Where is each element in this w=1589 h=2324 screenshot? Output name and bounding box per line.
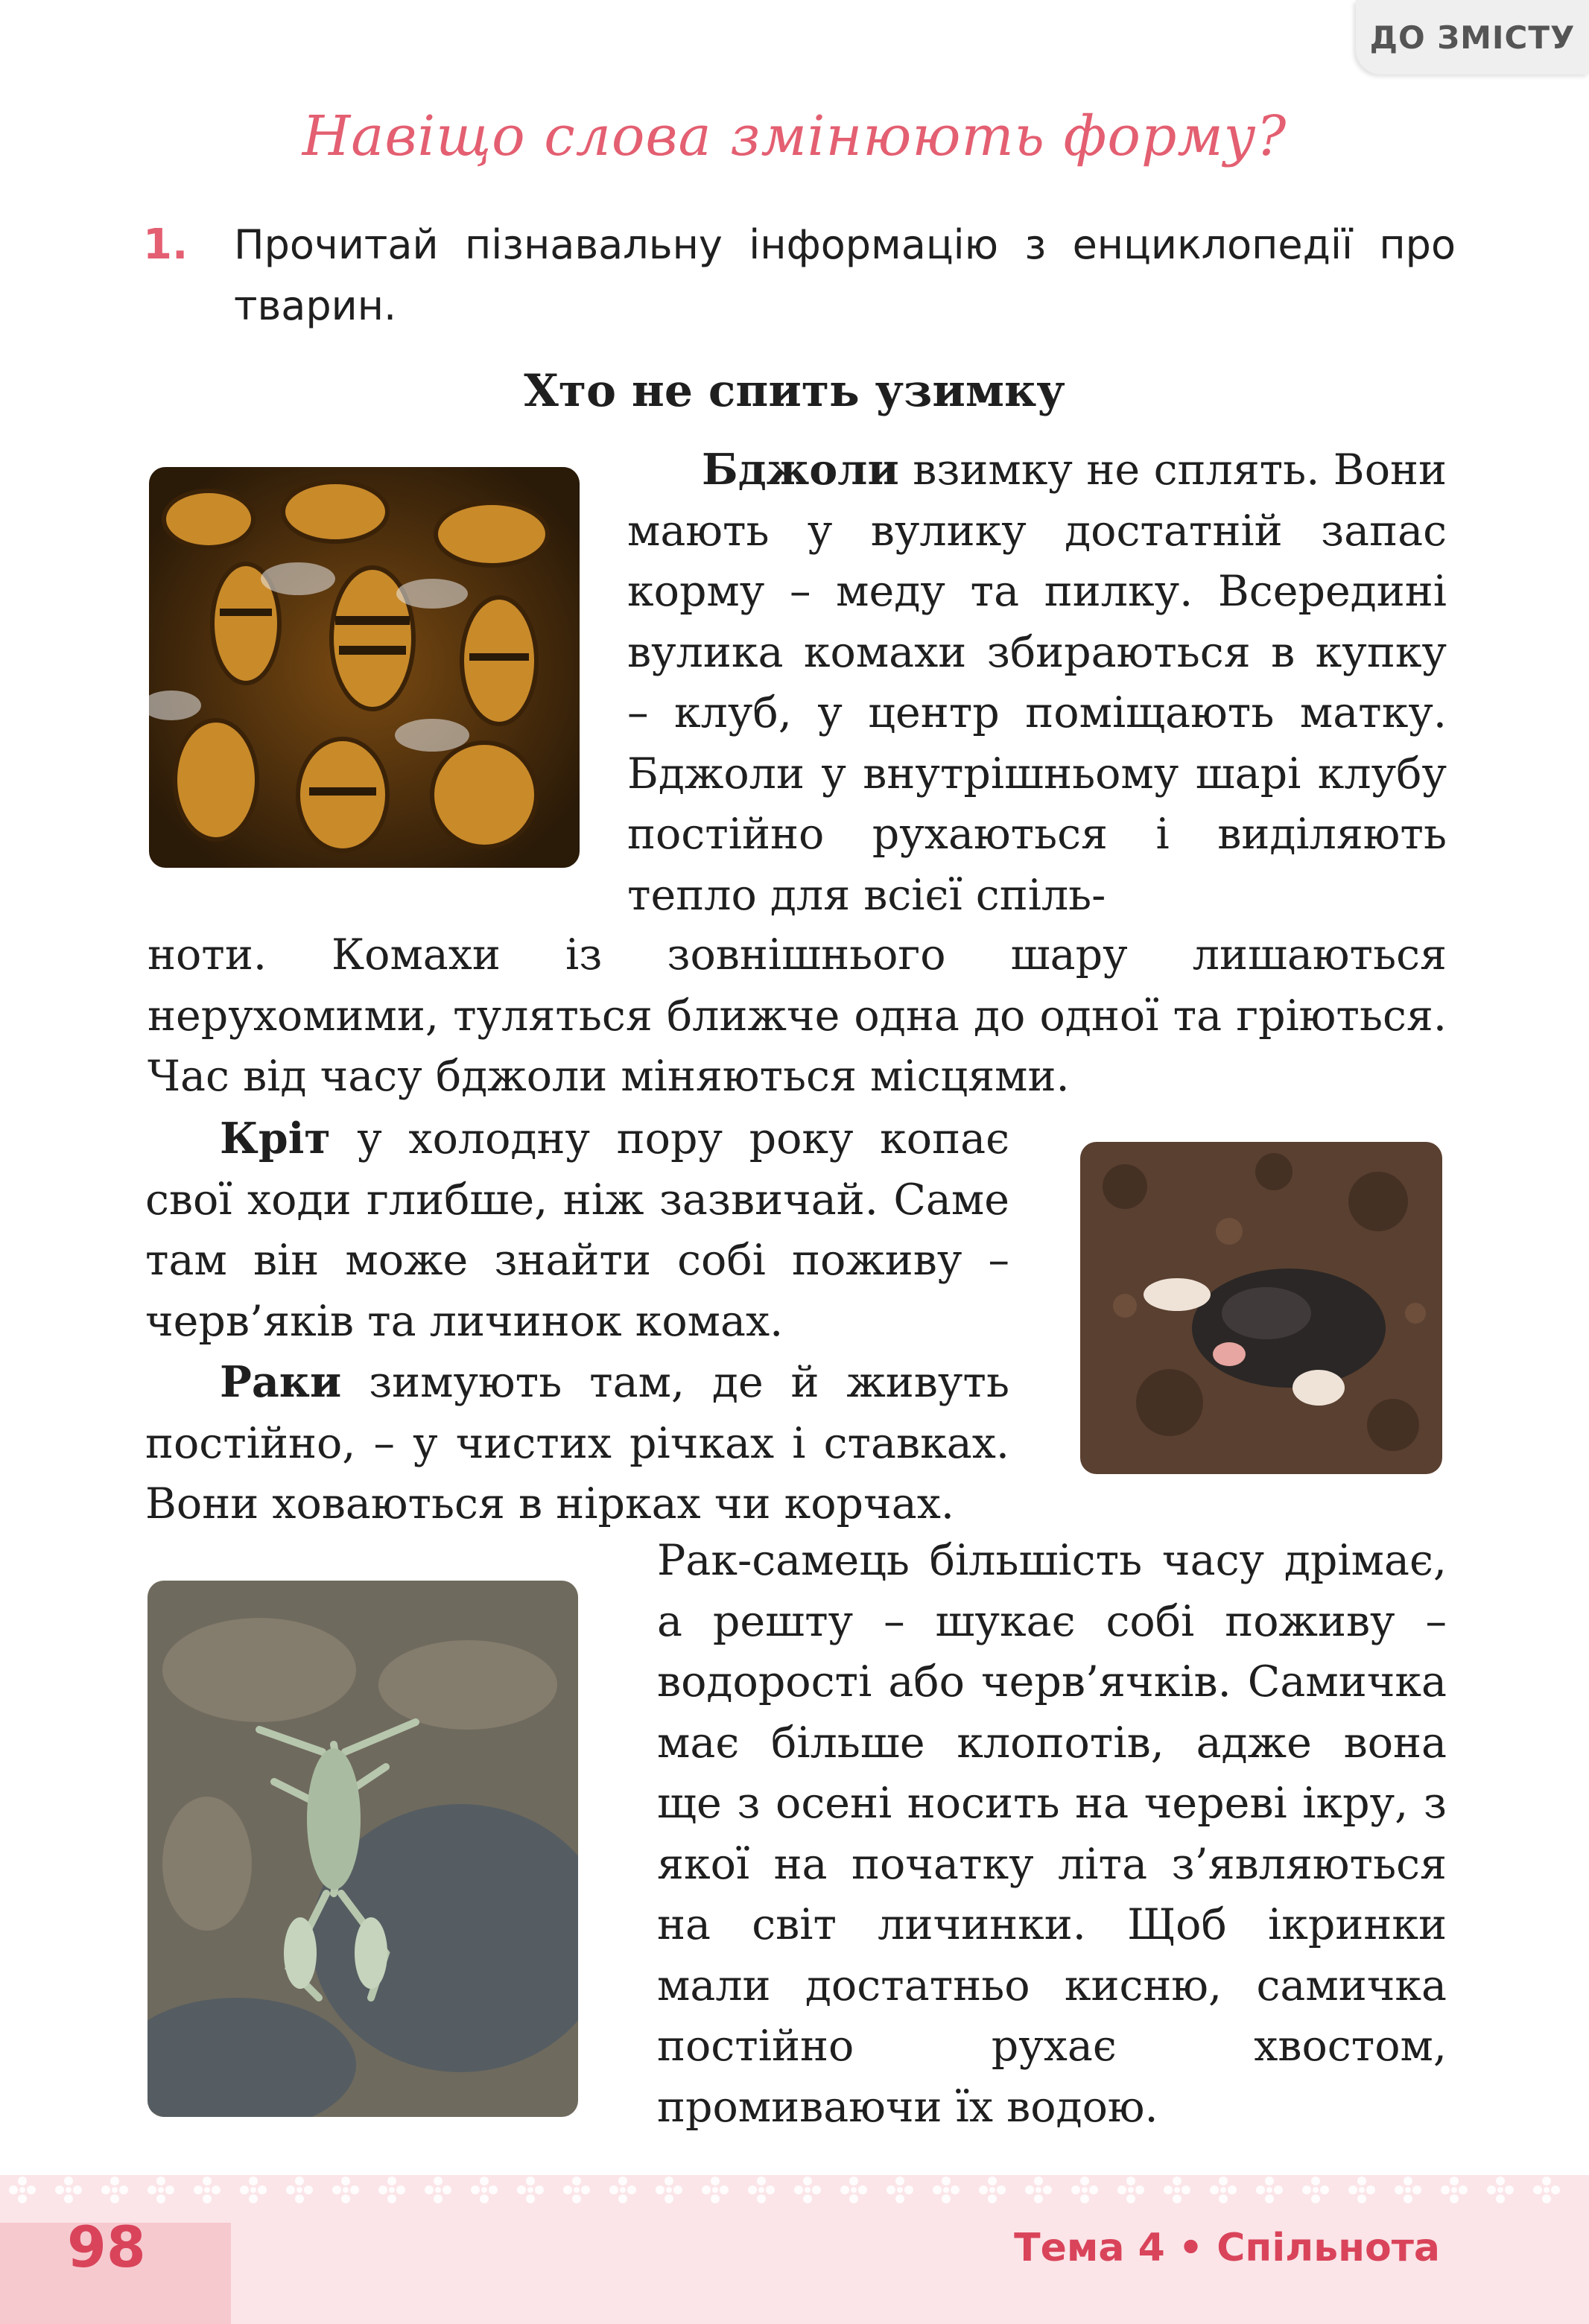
ornament-flower: [1487, 2177, 1514, 2203]
footer-topic: Тема 4 • Спільнота: [1014, 2226, 1440, 2270]
crayfish-photo: [148, 1581, 578, 2117]
ornament-flower: [425, 2177, 451, 2203]
crayfish-continued-paragraph: Рак-самець більшість часу дрімає, а решту – шукає собі поживу – водорості або черв’ячків. Самичка має більше клопотів, адже вона ще з осені носить на череві ікру, з якої на початку літа з’являються на світ личинки. Щоб ікринки мали достатньо кисню, самичка постійно рухає хвостом, промиваючи їх водою.: [657, 1536, 1447, 2132]
ornament-flower: [1025, 2177, 1052, 2203]
ornament-flower: [1117, 2177, 1144, 2203]
ornament-flower: [1395, 2177, 1421, 2203]
crayfish-paragraph: [145, 1352, 1009, 1535]
ornament-flower: [517, 2177, 544, 2203]
ornament-flower: [840, 2177, 867, 2203]
bees-paragraph-part-1: [627, 439, 1447, 926]
bees-paragraph-part-2: ноти. Комахи із зовнішнього шару лишаються нерухомими, туляться ближче одна до одної та гріються. Час від часу бджоли міняються місцями.: [148, 930, 1447, 1101]
ornament-flower: [1256, 2177, 1283, 2203]
article-title: Хто не спить узимку: [524, 365, 1065, 417]
ornament-flower: [563, 2177, 590, 2203]
ornament-flower: [378, 2177, 405, 2203]
footer-ornament: [0, 2175, 1589, 2220]
ornament-flower: [286, 2177, 313, 2203]
ornament-flower: [471, 2177, 498, 2203]
mole-paragraph: [145, 1108, 1009, 1352]
ornament-flower: [55, 2177, 82, 2203]
ornament-flower: [794, 2177, 821, 2203]
ornament-flower: [9, 2177, 36, 2203]
ornament-flower: [1441, 2177, 1468, 2203]
ornament-flower: [887, 2177, 913, 2203]
ornament-flower: [1348, 2177, 1375, 2203]
ornament-flower: [1071, 2177, 1098, 2203]
ornament-flower: [332, 2177, 359, 2203]
ornament-flower: [933, 2177, 960, 2203]
ornament-flower: [748, 2177, 775, 2203]
mole-photo: [1080, 1142, 1442, 1474]
crayfish-text: зимують там, де й живуть постійно, – у чистих річках і ставках. Вони ховаються в нірках чи корчах.: [145, 1358, 1009, 1528]
table-of-contents-tab[interactable]: ДО ЗМІСТУ: [1356, 0, 1589, 74]
page-number: 98: [67, 2214, 146, 2280]
mole-crayfish-block: [145, 1108, 1009, 1535]
page-title: Навіщо слова змінюють форму?: [302, 104, 1287, 168]
ornament-flower: [1210, 2177, 1237, 2203]
bees-photo: [149, 467, 580, 868]
crayfish-subject: Раки: [220, 1357, 342, 1407]
ornament-flower: [702, 2177, 729, 2203]
ornament-flower: [656, 2177, 682, 2203]
ornament-flower: [609, 2177, 636, 2203]
ornament-flower: [1533, 2177, 1560, 2203]
bees-subject: Бджоли: [702, 445, 899, 495]
mole-text: у холодну пору року копає свої ходи глибше, ніж зазвичай. Саме там він може знайти собі поживу – черв’яків та личинок комах.: [145, 1114, 1009, 1346]
ornament-flower: [979, 2177, 1006, 2203]
ornament-flower: [1164, 2177, 1190, 2203]
ornament-flower: [194, 2177, 221, 2203]
bees-text: взимку не сплять. Вони мають у вулику достатній запас корму – меду та пилку. Всередині вулика комахи збираються в купку – клуб, у центр поміщають матку. Бджоли у внутрішньому шарі клубу постійно рухаються і виділяють тепло для всієї спіль-: [627, 445, 1447, 920]
ornament-flower: [1302, 2177, 1329, 2203]
task-number: 1.: [143, 220, 188, 269]
ornament-flower: [101, 2177, 128, 2203]
ornament-flower: [240, 2177, 267, 2203]
ornament-flower: [148, 2177, 174, 2203]
mole-subject: Кріт: [220, 1114, 331, 1163]
task-instruction: Прочитай пізнавальну інформацію з енциклопедії про тварин.: [234, 221, 1456, 329]
